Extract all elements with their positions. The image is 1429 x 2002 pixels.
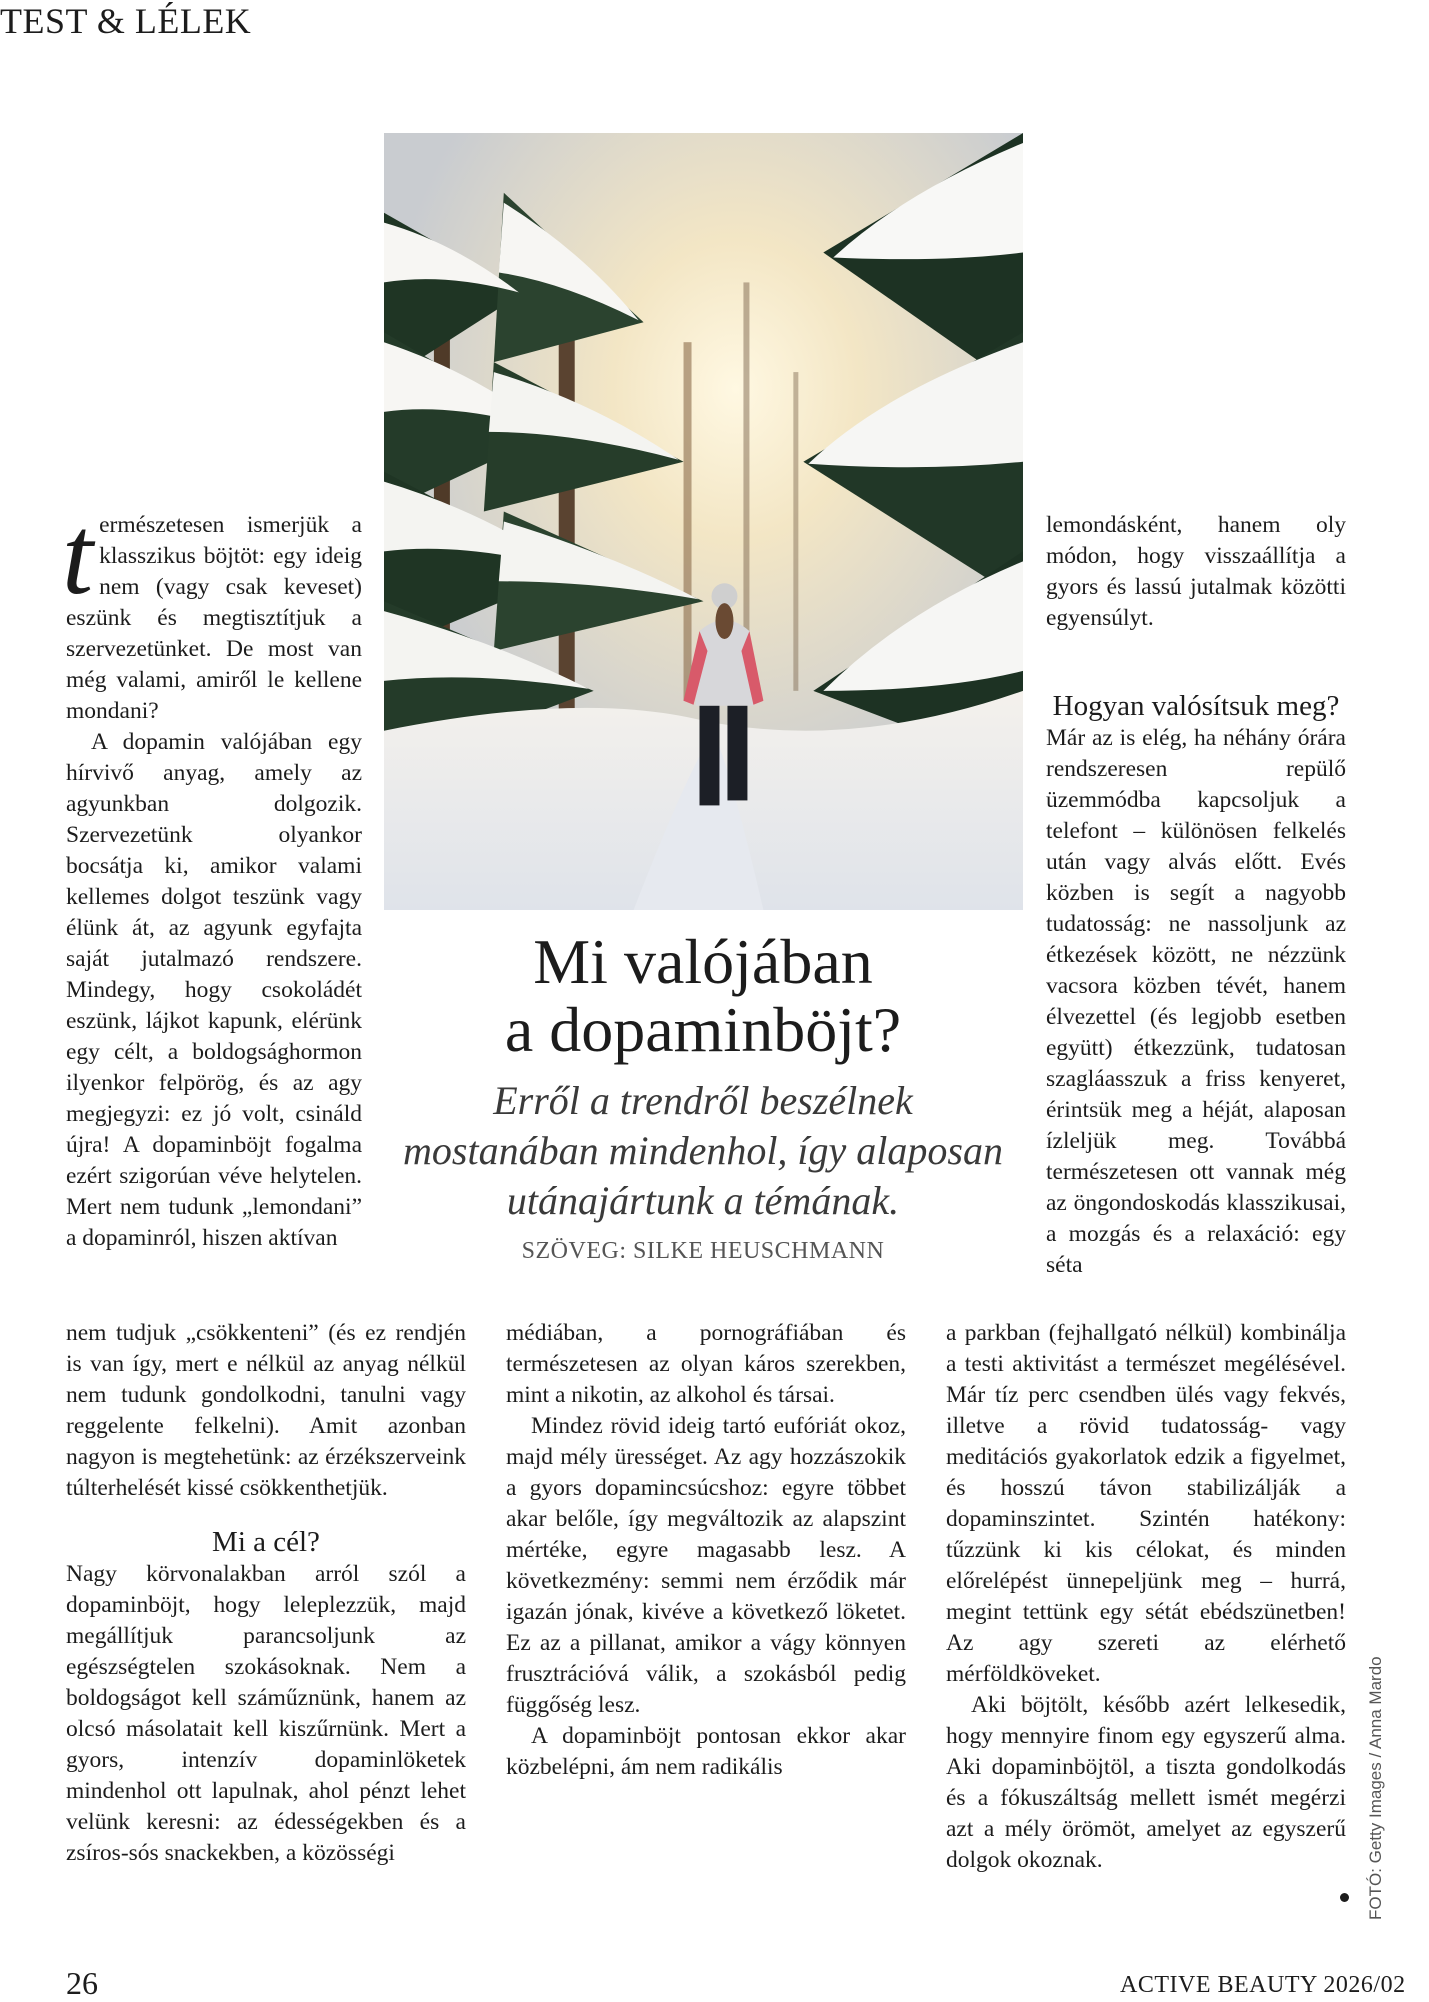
photo-illustration bbox=[384, 133, 1023, 910]
paragraph-closing: Aki böjtölt, később azért lelkesedik, hogy mennyire finom egy egyszerű alma. Aki dopaminböjtöl, a tiszta gondolkodás és a fókuszáltság mellett ismét megérzi azt a mély örömöt, amelyet az egyszerű dolgok okoznak. bbox=[946, 1692, 1346, 1873]
paragraph-renunciation: lemondásként, hanem oly módon, hogy visszaállítja a gyors és lassú jutalmak közötti egyensúlyt. bbox=[1046, 512, 1346, 631]
article-title bbox=[390, 928, 1016, 1064]
paragraph-media: médiában, a pornográfiában és természetesen az olyan káros szerekben, mint a nikotin, az alkohol és társai. bbox=[506, 1320, 906, 1408]
column-right-top bbox=[1046, 510, 1346, 634]
page-number: 26 bbox=[66, 1965, 98, 2001]
winter-forest-photo bbox=[384, 133, 1023, 910]
paragraph-euphoria: Mindez rövid ideig tartó eufóriát okoz, majd mély ürességet. Az agy hozzászokik a gyors dopamincsúcshoz: egyre többet akar belőle, így megváltozik az alapszint mértéke, egyre magasabb lesz. A következmény: semmi nem érződik már igazán jónak, kivéve a következő löketet. Ez az a pillanat, amikor a vágy könnyen frusztrációvá válik, a szokásból pedig függőség lesz. bbox=[506, 1413, 906, 1718]
paragraph-park: a parkban (fejhallgató nélkül) kombinálja a testi aktivitást a természet megélésével. Már tíz perc csendben ülés vagy fekvés, illetve a rövid tudatosság- vagy meditációs gyakorlatok edzik a figyelmet, és hosszú távon stabilizálják a dopaminszintet. Szintén hatékony: tűzzünk ki kis célokat, és minden előrelépést ünnepeljünk meg – hurrá, megint tettünk egy sétát ebédszünetben! Az agy szereti az elérhető mérföldköveket. bbox=[946, 1320, 1346, 1687]
column-middle bbox=[506, 1318, 906, 1783]
end-mark bbox=[1340, 1893, 1349, 1902]
paragraph-how: Már az is elég, ha néhány órára rendszeresen repülő üzemmódba kapcsoljuk a telefont – különösen felkelés után vagy alvás előtt. Evés közben is segít a nagyobb tudatosság: ne nassoljunk az étkezések között, ne nézzünk vacsora közben tévét, hanem élvezettel (és legjobb esetben együtt) étkezzünk, tudatosan szagláasszuk a friss kenyeret, érintsük meg a héját, alaposan ízleljük meg. Továbbá természetesen ott vannak még az öngondoskodás klasszikusai, a mozgás és a relaxáció: egy séta bbox=[1046, 725, 1346, 1278]
byline: SZÖVEG: SILKE HEUSCHMANN bbox=[521, 1238, 885, 1264]
column-left-bottom bbox=[66, 1318, 466, 1869]
intro-text: ermészetesen ismerjük a klasszikus böjtöt: egy ideig nem (vagy csak keveset) eszünk és megtisztítjuk a szervezetünket. De most van még valami, amiről le kellene mondani? bbox=[66, 512, 362, 724]
drop-cap: t bbox=[62, 494, 94, 618]
paragraph-dopamine: A dopamin valójában egy hírvivő anyag, amely az agyunkban dolgozik. Szervezetünk olyankor bocsátja ki, amikor valami kellemes dolgot teszünk vagy élünk át, az agyunk egyfajta saját jutalmazó rendszere. Mindegy, hogy csokoládét eszünk, lájkot kapunk, elérünk egy célt, a boldogsághormon ilyenkor felpörög, és az agy megjegyzi: ez jó volt, csináld újra! A dopaminböjt fogalma ezért szigorúan véve helytelen. Mert nem tudunk „lemondani” a dopaminról, hiszen aktívan bbox=[66, 729, 362, 1251]
paragraph-continuation: nem tudjuk „csökkenteni” (és ez rendjén is van így, mert e nélkül az anyag nélkül nem tudunk gondolkodni, tanulni vagy reggelente felkelni). Amit azonban nagyon is megtehetünk: az érzékszerveink túlterhelését kissé csökkenthetjük. bbox=[66, 1320, 466, 1501]
heading-goal: Mi a cél? bbox=[212, 1526, 320, 1558]
title-line-1: Mi valójában bbox=[533, 926, 873, 997]
section-label: TEST & LÉLEK bbox=[0, 1, 252, 41]
title-line-2: a dopaminböjt? bbox=[504, 994, 902, 1065]
intro-paragraph bbox=[62, 494, 362, 727]
paragraph-intervene: A dopaminböjt pontosan ekkor akar közbelépni, ám nem radikális bbox=[506, 1723, 906, 1780]
paragraph-goal: Nagy körvonalakban arról szól a dopaminböjt, hogy leleplezzük, majd megállítjuk parancsoljunk az egészségtelen szokásoknak. Nem a boldogságot kell száműznünk, hanem az olcsó másolatait kell kiszűrnünk. Mert a gyors, intenzív dopaminlöketek mindenhol ott lapulnak, ahol pénzt lehet velünk keresni: az édességekben és a zsíros-sós snackekben, a közösségi bbox=[66, 1561, 466, 1866]
column-right-middle bbox=[1046, 690, 1346, 1281]
article-deck: Erről a trendről beszélnek mostanában mindenhol, így alaposan utánajártunk a témának. bbox=[403, 1078, 1003, 1223]
column-right-bottom bbox=[946, 1318, 1346, 1876]
column-left-top bbox=[62, 494, 362, 1254]
magazine-issue: ACTIVE BEAUTY 2026/02 bbox=[1120, 1972, 1406, 1998]
heading-how: Hogyan valósítsuk meg? bbox=[1052, 690, 1340, 722]
photo-credit: FOTÓ: Getty Images / Anna Mardo bbox=[1366, 1656, 1385, 1920]
